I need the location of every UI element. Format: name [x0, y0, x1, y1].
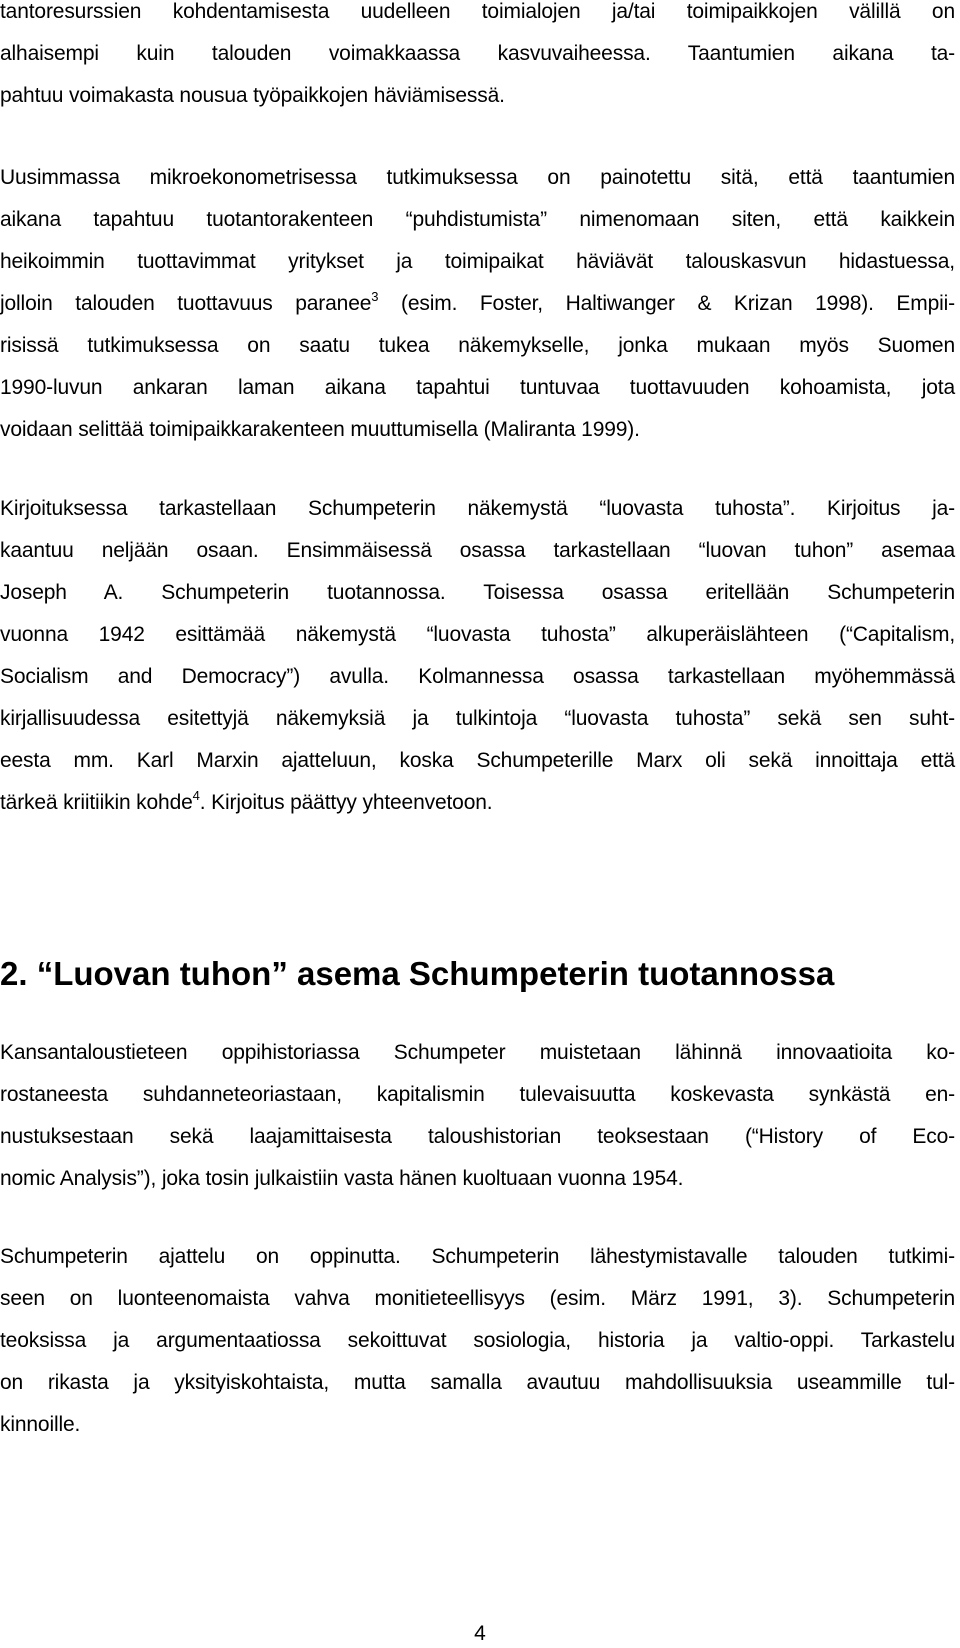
- paragraph-line: teoksissa ja argumentaatiossa sekoittuvat sosiologia, historia ja valtio-oppi. Tarkastelu: [0, 1329, 955, 1352]
- paragraph-taantumat-continuation: [0, 0, 955, 117]
- paragraph-line: rostaneesta suhdanneteoriastaan, kapitalismin tulevaisuutta koskevasta synkästä en-: [0, 1083, 955, 1106]
- paragraph-line: heikoimmin tuottavimmat yritykset ja toimipaikat häviävät talouskasvun hidastuessa,: [0, 250, 955, 273]
- paragraph-mikroekonometria: [0, 157, 955, 451]
- paragraph-line: tantoresurssien kohdentamisesta uudelleen toimialojen ja/tai toimipaikkojen välillä on: [0, 0, 955, 23]
- paragraph-line: Joseph A. Schumpeterin tuotannossa. Toisessa osassa eritellään Schumpeterin: [0, 581, 955, 604]
- paragraph-line: Kirjoituksessa tarkastellaan Schumpeterin näkemystä “luovasta tuhosta”. Kirjoitus ja-: [0, 497, 955, 520]
- paragraph-line: Socialism and Democracy”) avulla. Kolmannessa osassa tarkastellaan myöhemmässä: [0, 665, 955, 688]
- section-heading: 2. “Luovan tuhon” asema Schumpeterin tuotannossa: [0, 955, 835, 992]
- paragraph-line: alhaisempi kuin talouden voimakkaassa kasvuvaiheessa. Taantumien aikana ta-: [0, 42, 955, 65]
- paragraph-line: nustuksestaan sekä laajamittaisesta taloushistorian teoksestaan (“History of Eco-: [0, 1125, 955, 1148]
- footnote-marker: 3: [371, 289, 379, 304]
- paragraph-line: 1990-luvun ankaran laman aikana tapahtui tuntuvaa tuottavuuden kohoamista, jota: [0, 376, 955, 399]
- line-text: . Kirjoitus päättyy yhteenvetoon.: [199, 791, 493, 814]
- paragraph-line: nomic Analysis”), joka tosin julkaistiin vasta hänen kuoltuaan vuonna 1954.: [0, 1167, 684, 1190]
- paragraph-line: eesta mm. Karl Marxin ajatteluun, koska Schumpeterille Marx oli sekä innoittaja että: [0, 749, 955, 772]
- footnote-marker: 4: [192, 788, 200, 803]
- line-text: jolloin talouden tuottavuus paranee: [0, 292, 372, 315]
- line-text: tärkeä kriitiikin kohde: [0, 791, 193, 814]
- paragraph-line: Kansantaloustieteen oppihistoriassa Schumpeter muistetaan lähinnä innovaatioita ko-: [0, 1041, 955, 1064]
- paragraph-line: kirjallisuudessa esitettyjä näkemyksiä ja tulkintoja “luovasta tuhosta” sekä sen suht-: [0, 707, 955, 730]
- paragraph-line: pahtuu voimakasta nousua työpaikkojen häviämisessä.: [0, 84, 505, 107]
- paragraph-line-with-footnote: [0, 283, 955, 325]
- paragraph-line: risissä tutkimuksessa on saatu tukea näkemykselle, jonka mukaan myös Suomen: [0, 334, 955, 357]
- line-text: (esim. Foster, Haltiwanger & Krizan 1998). Empii-: [378, 292, 955, 315]
- paragraph-line: on rikasta ja yksityiskohtaista, mutta samalla avautuu mahdollisuuksia useammille tul-: [0, 1371, 955, 1394]
- paragraph-line: seen on luonteenomaista vahva monitieteellisyys (esim. März 1991, 3). Schumpeterin: [0, 1287, 955, 1310]
- paragraph-line: kaantuu neljään osaan. Ensimmäisessä osassa tarkastellaan “luovan tuhon” asemaa: [0, 539, 955, 562]
- paragraph-line: kinnoille.: [0, 1413, 81, 1436]
- paragraph-line-with-footnote: [0, 782, 955, 824]
- paragraph-line: vuonna 1942 esittämää näkemystä “luovasta tuhosta” alkuperäislähteen (“Capitalism,: [0, 623, 955, 646]
- paragraph-schumpeterin-ajattelu: [0, 1236, 955, 1446]
- page-number: 4: [474, 1622, 486, 1645]
- paragraph-oppihistoria: [0, 1032, 955, 1200]
- paragraph-line: Uusimmassa mikroekonometrisessa tutkimuksessa on painotettu sitä, että taantumien: [0, 166, 955, 189]
- paragraph-line: voidaan selittää toimipaikkarakenteen muuttumisella (Maliranta 1999).: [0, 418, 640, 441]
- paragraph-kirjoituksen-rakenne: [0, 488, 955, 824]
- paragraph-line: Schumpeterin ajattelu on oppinutta. Schumpeterin lähestymistavalle talouden tutkimi-: [0, 1245, 955, 1268]
- paragraph-line: aikana tapahtuu tuotantorakenteen “puhdistumista” nimenomaan siten, että kaikkein: [0, 208, 955, 231]
